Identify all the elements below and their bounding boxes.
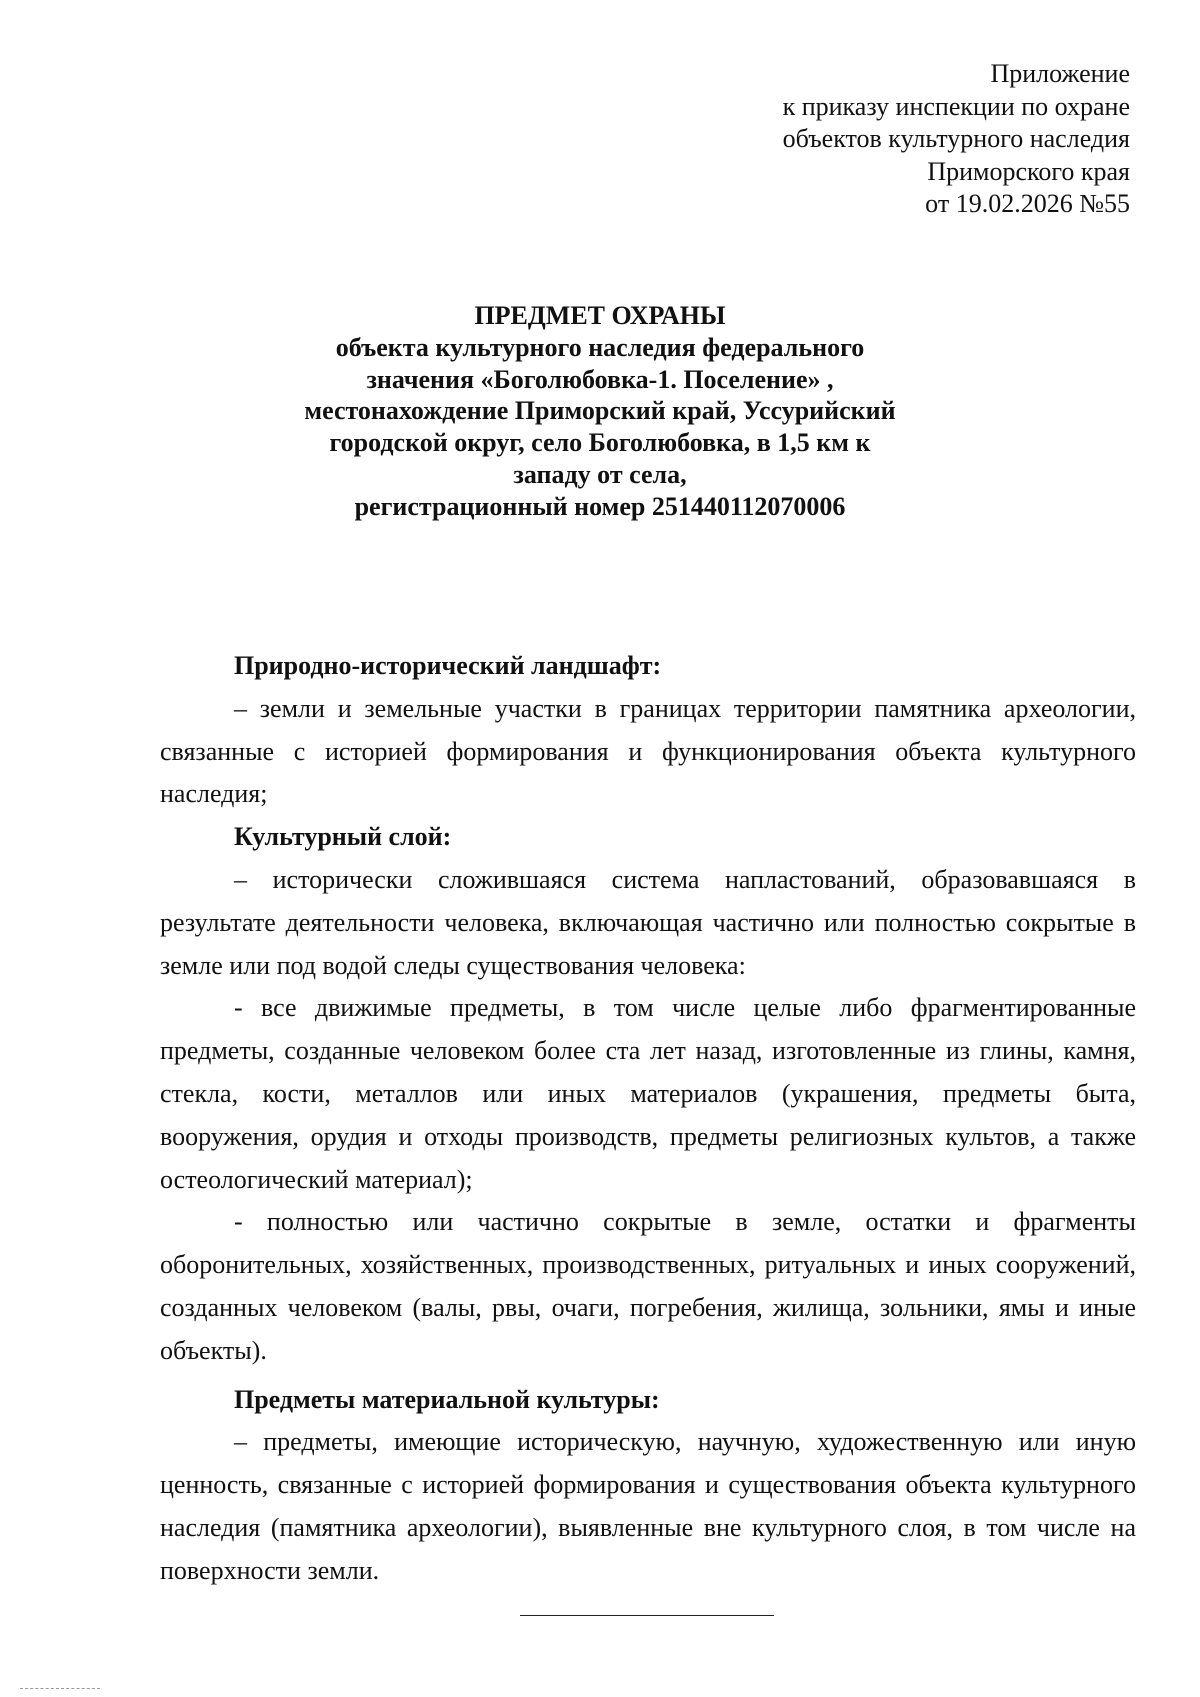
appendix-note bbox=[570, 58, 1130, 221]
paragraph: - все движимые предметы, в том числе целые либо фрагментированные предметы, созданные человеком более ста лет назад, изготовленные из глины, камня, стекла, кости, металлов или иных материалов (украшения, предметы быта, вооружения, орудия и отходы производств, предметы религиозных культов, а также остеологический материал); bbox=[160, 993, 1136, 1194]
title-line: ПРЕДМЕТ ОХРАНЫ bbox=[474, 301, 726, 330]
appendix-line: Приложение bbox=[990, 59, 1130, 88]
paragraph: – земли и земельные участки в границах территории памятника археологии, связанные с историей формирования и функционирования объекта культурного наследия; bbox=[160, 693, 1136, 809]
appendix-line: объектов культурного наследия bbox=[782, 124, 1130, 153]
appendix-line: к приказу инспекции по охране bbox=[782, 91, 1130, 121]
appendix-line: от 19.02.2026 №55 bbox=[925, 189, 1130, 218]
appendix-line: Приморского края bbox=[927, 156, 1130, 186]
end-divider-line bbox=[520, 1615, 774, 1616]
title-line: местонахождение Приморский край, Уссурийский bbox=[304, 396, 896, 426]
document-title bbox=[170, 300, 1030, 523]
paragraph: – предметы, имеющие историческую, научную, художественную или иную ценность, связанные с историей формирования и существования объекта культурного наследия (памятника археологии), выявленные вне культурного слоя, в том числе на поверхности земли. bbox=[160, 1427, 1136, 1585]
scan-edge-mark bbox=[20, 1688, 100, 1689]
title-line: западу от села, bbox=[513, 459, 687, 489]
paragraph: – исторически сложившаяся система напластований, образовавшаяся в результате деятельности человека, включающая частично или полностью сокрытые в земле или под водой следы существования человека: bbox=[160, 864, 1136, 980]
paragraph: - полностью или частично сокрытые в земле, остатки и фрагменты оборонительных, хозяйственных, производственных, ритуальных и иных сооружений, созданных человеком (валы, рвы, очаги, погребения, жилища, зольники, ямы и иные объекты). bbox=[160, 1207, 1136, 1365]
section-heading-material-culture: Предметы материальной культуры: bbox=[234, 1384, 660, 1414]
section-heading-landscape: Природно-исторический ландшафт: bbox=[234, 651, 662, 680]
title-line: регистрационный номер 251440112070006 bbox=[354, 491, 846, 521]
title-line: объекта культурного наследия федерального bbox=[335, 332, 865, 362]
section-heading-cultural-layer: Культурный слой: bbox=[234, 822, 452, 852]
title-line: городской округ, село Боголюбовка, в 1,5 км к bbox=[329, 428, 871, 458]
document-body bbox=[160, 645, 1136, 1593]
title-line: значения «Боголюбовка-1. Поселение» , bbox=[366, 364, 834, 394]
